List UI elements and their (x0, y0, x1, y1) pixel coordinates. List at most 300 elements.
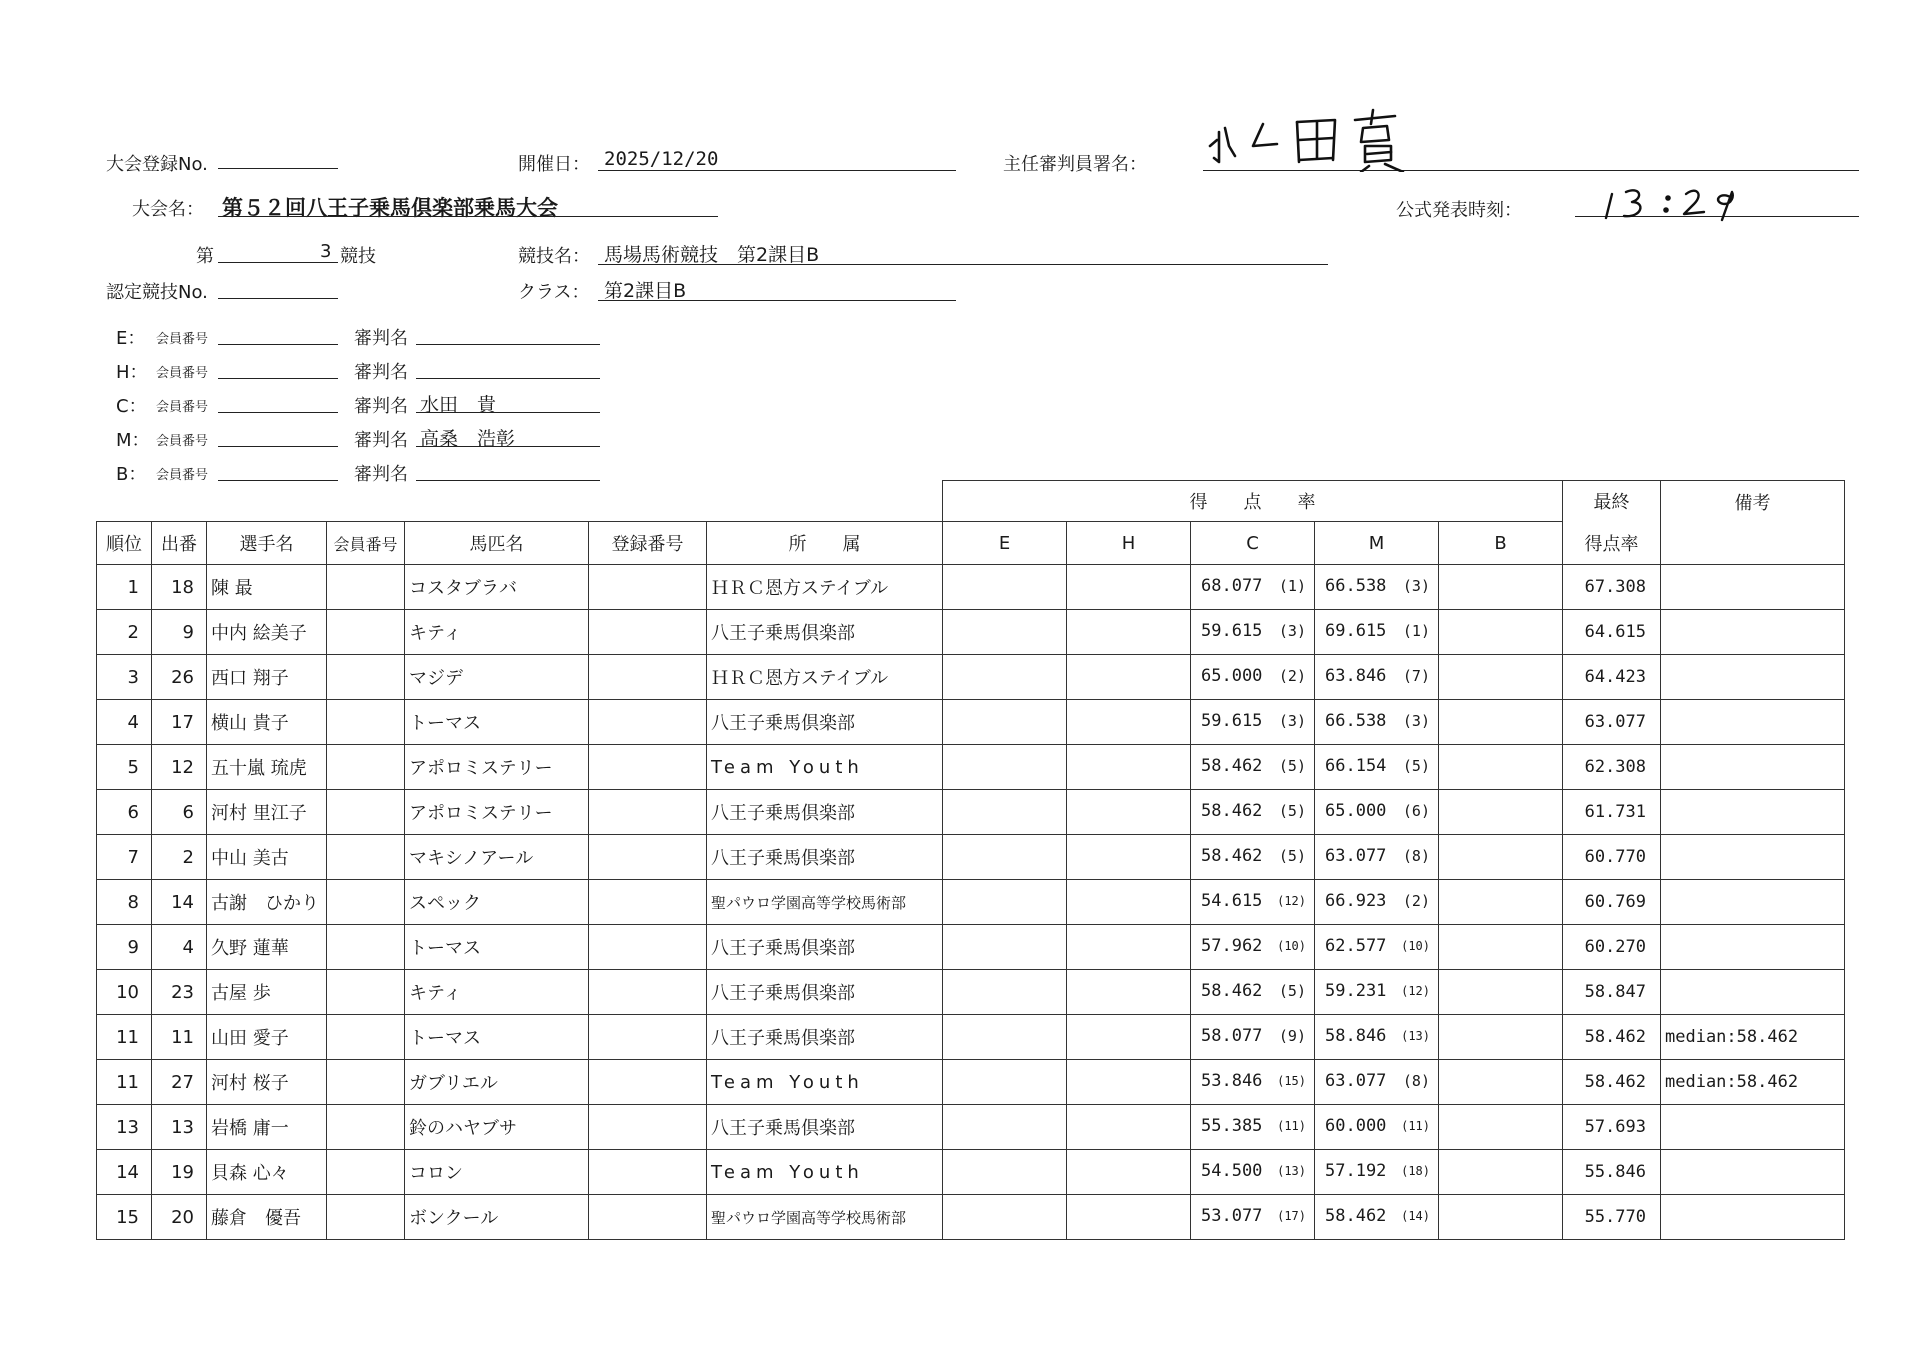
col-judge-m: M (1315, 522, 1439, 565)
chief-judge-label: 主任審判員署名： (1003, 154, 1147, 175)
rider-cell: 貝森 心々 (207, 1150, 327, 1195)
club-cell: 八王子乗馬倶楽部 (707, 700, 943, 745)
competition-prefix: 第 (196, 246, 214, 267)
table-row (97, 565, 1845, 610)
club-cell: Team Youth (707, 745, 943, 790)
judge-position: E： (116, 328, 146, 349)
reg-no-cell (589, 610, 707, 655)
score-m-cell (1315, 700, 1439, 745)
judge-name-label: 審判名 (354, 464, 408, 485)
competition-number-underline (218, 240, 338, 263)
score-b-cell (1439, 745, 1563, 790)
rank-cell: 1 (97, 565, 152, 610)
score-c-rank: (17) (1277, 1209, 1306, 1223)
score-m-cell (1315, 610, 1439, 655)
score-b-cell (1439, 1015, 1563, 1060)
score-m-rank: (6) (1402, 802, 1430, 820)
score-c-value: 58.077 (1201, 1026, 1263, 1046)
horse-cell: ガブリエル (405, 1060, 589, 1105)
club-cell: 八王子乗馬倶楽部 (707, 835, 943, 880)
event-name: 第５２回八王子乗馬倶楽部乗馬大会 (222, 196, 558, 220)
score-c-rank: (9) (1278, 1027, 1306, 1045)
rank-cell: 5 (97, 745, 152, 790)
horse-cell: キティ (405, 610, 589, 655)
event-name-underline (218, 192, 718, 217)
remarks-cell (1661, 1150, 1845, 1195)
horse-cell: キティ (405, 970, 589, 1015)
score-c-value: 57.962 (1201, 936, 1263, 956)
score-c-value: 58.462 (1201, 846, 1263, 866)
score-c-value: 59.615 (1201, 621, 1263, 641)
member-no-field (218, 322, 338, 345)
rider-cell: 藤倉 優吾 (207, 1195, 327, 1240)
order-cell: 27 (152, 1060, 207, 1105)
score-h-cell (1067, 1060, 1191, 1105)
horse-cell: コスタブラバ (405, 565, 589, 610)
score-c-rank: (5) (1278, 982, 1306, 1000)
club-cell: 八王子乗馬倶楽部 (707, 970, 943, 1015)
rank-cell: 2 (97, 610, 152, 655)
member-no-cell (327, 1150, 405, 1195)
member-no-cell (327, 880, 405, 925)
score-m-value: 58.846 (1325, 1026, 1387, 1046)
score-h-cell (1067, 1195, 1191, 1240)
order-cell: 19 (152, 1150, 207, 1195)
rank-cell: 10 (97, 970, 152, 1015)
rank-cell: 14 (97, 1150, 152, 1195)
judge-name-label: 審判名 (354, 430, 408, 451)
score-c-value: 54.500 (1201, 1161, 1263, 1181)
score-b-cell (1439, 565, 1563, 610)
rank-cell: 6 (97, 790, 152, 835)
reg-no-cell (589, 1195, 707, 1240)
score-h-cell (1067, 835, 1191, 880)
rank-cell: 8 (97, 880, 152, 925)
score-m-value: 57.192 (1325, 1161, 1387, 1181)
score-c-rank: (1) (1278, 577, 1306, 595)
score-m-cell (1315, 565, 1439, 610)
results-table (96, 480, 1845, 1240)
score-c-rank: (11) (1277, 1119, 1306, 1133)
score-c-value: 55.385 (1201, 1116, 1263, 1136)
remarks-cell: median:58.462 (1661, 1060, 1845, 1105)
remarks-cell (1661, 1195, 1845, 1240)
club-cell: 八王子乗馬倶楽部 (707, 790, 943, 835)
score-e-cell (943, 745, 1067, 790)
final-header-top: 最終 (1563, 481, 1661, 522)
final-score-cell: 64.615 (1563, 610, 1661, 655)
certified-no-field (218, 276, 338, 299)
score-e-cell (943, 565, 1067, 610)
col-rider: 選手名 (207, 522, 327, 565)
club-cell: ＨＲＣ恩方ステイブル (707, 565, 943, 610)
score-m-cell (1315, 655, 1439, 700)
score-c-rank: (5) (1278, 757, 1306, 775)
member-no-cell (327, 790, 405, 835)
final-score-cell: 64.423 (1563, 655, 1661, 700)
remarks-cell (1661, 925, 1845, 970)
competition-name-underline (598, 240, 1328, 265)
reg-no-field (218, 148, 338, 169)
score-m-value: 66.923 (1325, 891, 1387, 911)
remarks-cell (1661, 700, 1845, 745)
horse-cell: トーマス (405, 700, 589, 745)
final-score-cell: 57.693 (1563, 1105, 1661, 1150)
score-m-rank: (1) (1402, 622, 1430, 640)
score-e-cell (943, 655, 1067, 700)
reg-no-cell (589, 1060, 707, 1105)
date-label: 開催日： (518, 154, 590, 175)
order-cell: 6 (152, 790, 207, 835)
score-c-cell (1191, 655, 1315, 700)
reg-no-cell (589, 790, 707, 835)
table-row (97, 1150, 1845, 1195)
final-score-cell: 60.270 (1563, 925, 1661, 970)
score-h-cell (1067, 700, 1191, 745)
rank-cell: 13 (97, 1105, 152, 1150)
date-value: 2025/12/20 (604, 148, 719, 170)
score-m-value: 63.077 (1325, 1071, 1387, 1091)
order-cell: 17 (152, 700, 207, 745)
rider-cell: 久野 蓮華 (207, 925, 327, 970)
score-e-cell (943, 610, 1067, 655)
rank-cell: 9 (97, 925, 152, 970)
club-cell: Team Youth (707, 1060, 943, 1105)
club-cell: 聖パウロ学園高等学校馬術部 (707, 1195, 943, 1240)
member-no-label: 会員番号 (156, 332, 209, 347)
rank-cell: 7 (97, 835, 152, 880)
horse-cell: スペック (405, 880, 589, 925)
rider-cell: 古謝 ひかり (207, 880, 327, 925)
score-c-cell (1191, 745, 1315, 790)
score-e-cell (943, 1195, 1067, 1240)
score-c-value: 58.462 (1201, 756, 1263, 776)
score-c-value: 53.077 (1201, 1206, 1263, 1226)
score-c-rank: (5) (1278, 847, 1306, 865)
table-row (97, 970, 1845, 1015)
member-no-label: 会員番号 (156, 434, 209, 449)
horse-cell: 鈴のハヤブサ (405, 1105, 589, 1150)
table-row (97, 835, 1845, 880)
score-c-rank: (10) (1277, 939, 1306, 953)
score-m-cell (1315, 1195, 1439, 1240)
final-score-cell: 58.462 (1563, 1015, 1661, 1060)
club-cell: 聖パウロ学園高等学校馬術部 (707, 880, 943, 925)
horse-cell: アポロミステリー (405, 745, 589, 790)
score-c-cell (1191, 790, 1315, 835)
score-m-value: 62.577 (1325, 936, 1387, 956)
judge-position: M： (116, 430, 150, 451)
score-c-cell (1191, 610, 1315, 655)
horse-cell: トーマス (405, 1015, 589, 1060)
score-m-rank: (8) (1402, 1072, 1430, 1090)
score-e-cell (943, 790, 1067, 835)
score-b-cell (1439, 835, 1563, 880)
reg-no-cell (589, 835, 707, 880)
score-m-cell (1315, 970, 1439, 1015)
club-cell: 八王子乗馬倶楽部 (707, 1105, 943, 1150)
score-m-cell (1315, 880, 1439, 925)
rank-cell: 15 (97, 1195, 152, 1240)
score-b-cell (1439, 1105, 1563, 1150)
result-rows (97, 565, 1845, 1240)
member-no-label: 会員番号 (156, 400, 209, 415)
judge-position: B： (116, 464, 147, 485)
class-label: クラス： (518, 282, 590, 303)
score-e-cell (943, 970, 1067, 1015)
score-c-cell (1191, 1195, 1315, 1240)
table-row (97, 745, 1845, 790)
competition-number: 3 (320, 241, 332, 262)
col-reg-no: 登録番号 (589, 522, 707, 565)
score-e-cell (943, 1105, 1067, 1150)
judge-name-underline (416, 322, 600, 345)
rider-cell: 横山 貴子 (207, 700, 327, 745)
rider-cell: 河村 桜子 (207, 1060, 327, 1105)
score-c-rank: (3) (1278, 622, 1306, 640)
col-judge-c: C (1191, 522, 1315, 565)
final-score-cell: 58.462 (1563, 1060, 1661, 1105)
col-rank: 順位 (97, 522, 152, 565)
reg-no-cell (589, 1105, 707, 1150)
class-underline (598, 276, 956, 301)
club-cell: 八王子乗馬倶楽部 (707, 925, 943, 970)
judge-name: 水田 貴 (420, 394, 497, 416)
judge-position: H： (116, 362, 148, 383)
member-no-cell (327, 1105, 405, 1150)
score-m-rank: (14) (1401, 1209, 1430, 1223)
order-cell: 26 (152, 655, 207, 700)
score-c-value: 54.615 (1201, 891, 1263, 911)
member-no-field (218, 424, 338, 447)
event-name-label: 大会名： (132, 199, 204, 220)
horse-cell: コロン (405, 1150, 589, 1195)
member-no-cell (327, 655, 405, 700)
score-c-cell (1191, 700, 1315, 745)
score-h-cell (1067, 790, 1191, 835)
score-c-cell (1191, 880, 1315, 925)
reg-no-cell (589, 700, 707, 745)
score-e-cell (943, 925, 1067, 970)
remarks-cell (1661, 745, 1845, 790)
score-m-rank: (13) (1401, 1029, 1430, 1043)
score-c-cell (1191, 1015, 1315, 1060)
member-no-field (218, 390, 338, 413)
score-h-cell (1067, 745, 1191, 790)
score-e-cell (943, 835, 1067, 880)
member-no-cell (327, 565, 405, 610)
order-cell: 14 (152, 880, 207, 925)
score-b-cell (1439, 1150, 1563, 1195)
score-group-header: 得 点 率 (943, 481, 1563, 522)
order-cell: 18 (152, 565, 207, 610)
score-m-value: 63.846 (1325, 666, 1387, 686)
reg-no-cell (589, 1150, 707, 1195)
score-c-value: 65.000 (1201, 666, 1263, 686)
score-h-cell (1067, 655, 1191, 700)
header-row-top (97, 481, 1845, 522)
rider-cell: 岩橋 庸一 (207, 1105, 327, 1150)
score-c-value: 59.615 (1201, 711, 1263, 731)
rider-cell: 西口 翔子 (207, 655, 327, 700)
rider-cell: 中山 美古 (207, 835, 327, 880)
score-m-cell (1315, 835, 1439, 880)
score-m-rank: (5) (1402, 757, 1430, 775)
table-row (97, 700, 1845, 745)
order-cell: 12 (152, 745, 207, 790)
score-m-rank: (7) (1402, 667, 1430, 685)
member-no-cell (327, 700, 405, 745)
score-m-rank: (10) (1401, 939, 1430, 953)
horse-cell: マキシノアール (405, 835, 589, 880)
competition-name-label: 競技名： (518, 246, 590, 267)
member-no-cell (327, 1015, 405, 1060)
announce-time-label: 公式発表時刻： (1396, 200, 1522, 221)
col-judge-h: H (1067, 522, 1191, 565)
order-cell: 13 (152, 1105, 207, 1150)
score-m-value: 63.077 (1325, 846, 1387, 866)
score-m-cell (1315, 1150, 1439, 1195)
member-no-cell (327, 1195, 405, 1240)
score-e-cell (943, 700, 1067, 745)
member-no-cell (327, 925, 405, 970)
score-m-value: 66.154 (1325, 756, 1387, 776)
score-c-cell (1191, 970, 1315, 1015)
horse-cell: アポロミステリー (405, 790, 589, 835)
score-m-rank: (3) (1402, 577, 1430, 595)
score-c-rank: (13) (1277, 1164, 1306, 1178)
rider-cell: 古屋 歩 (207, 970, 327, 1015)
score-c-rank: (5) (1278, 802, 1306, 820)
announce-time-handwritten (1600, 180, 1770, 224)
club-cell: Team Youth (707, 1150, 943, 1195)
reg-no-cell (589, 1015, 707, 1060)
remarks-cell (1661, 880, 1845, 925)
score-c-cell (1191, 835, 1315, 880)
score-c-value: 58.462 (1201, 981, 1263, 1001)
certified-no-label: 認定競技No. (106, 282, 208, 303)
score-b-cell (1439, 655, 1563, 700)
score-m-cell (1315, 1105, 1439, 1150)
remarks-cell (1661, 790, 1845, 835)
score-m-rank: (18) (1401, 1164, 1430, 1178)
chief-judge-signature (1205, 100, 1445, 172)
table-row (97, 1195, 1845, 1240)
remarks-cell (1661, 835, 1845, 880)
score-m-value: 66.538 (1325, 576, 1387, 596)
table-row (97, 1060, 1845, 1105)
final-score-cell: 61.731 (1563, 790, 1661, 835)
final-score-cell: 67.308 (1563, 565, 1661, 610)
remarks-cell (1661, 1105, 1845, 1150)
col-member-no: 会員番号 (327, 522, 405, 565)
score-m-value: 59.231 (1325, 981, 1387, 1001)
final-score-cell: 55.846 (1563, 1150, 1661, 1195)
score-e-cell (943, 1150, 1067, 1195)
score-c-cell (1191, 565, 1315, 610)
rider-cell: 五十嵐 琉虎 (207, 745, 327, 790)
remarks-cell (1661, 970, 1845, 1015)
score-m-rank: (12) (1401, 984, 1430, 998)
member-no-cell (327, 610, 405, 655)
score-m-value: 66.538 (1325, 711, 1387, 731)
remarks-cell (1661, 655, 1845, 700)
member-no-cell (327, 970, 405, 1015)
score-m-rank: (8) (1402, 847, 1430, 865)
table-row (97, 1105, 1845, 1150)
date-underline (598, 148, 956, 171)
score-m-value: 60.000 (1325, 1116, 1387, 1136)
judge-position: C： (116, 396, 147, 417)
final-score-cell: 55.770 (1563, 1195, 1661, 1240)
score-b-cell (1439, 700, 1563, 745)
col-club: 所 属 (707, 522, 943, 565)
reg-no-cell (589, 970, 707, 1015)
score-c-rank: (3) (1278, 712, 1306, 730)
judge-name-underline (416, 390, 600, 413)
member-no-cell (327, 1060, 405, 1105)
rider-cell: 河村 里江子 (207, 790, 327, 835)
rank-cell: 4 (97, 700, 152, 745)
judge-name-underline (416, 458, 600, 481)
rank-cell: 11 (97, 1060, 152, 1105)
rider-cell: 陳 最 (207, 565, 327, 610)
score-h-cell (1067, 1150, 1191, 1195)
horse-cell: マジデ (405, 655, 589, 700)
final-score-cell: 60.770 (1563, 835, 1661, 880)
score-c-rank: (12) (1277, 894, 1306, 908)
score-h-cell (1067, 565, 1191, 610)
reg-no-cell (589, 745, 707, 790)
member-no-cell (327, 835, 405, 880)
rank-cell: 3 (97, 655, 152, 700)
table-row (97, 790, 1845, 835)
order-cell: 23 (152, 970, 207, 1015)
final-header-bottom: 得点率 (1563, 522, 1661, 565)
score-e-cell (943, 1060, 1067, 1105)
col-judge-b: B (1439, 522, 1563, 565)
score-m-value: 58.462 (1325, 1206, 1387, 1226)
score-c-value: 58.462 (1201, 801, 1263, 821)
final-score-cell: 58.847 (1563, 970, 1661, 1015)
table-row (97, 655, 1845, 700)
final-score-cell: 60.769 (1563, 880, 1661, 925)
final-score-cell: 63.077 (1563, 700, 1661, 745)
reg-no-cell (589, 565, 707, 610)
class-value: 第2課目B (604, 280, 687, 302)
member-no-cell (327, 745, 405, 790)
score-c-cell (1191, 1150, 1315, 1195)
remarks-cell (1661, 565, 1845, 610)
member-no-field (218, 356, 338, 379)
score-h-cell (1067, 880, 1191, 925)
club-cell: 八王子乗馬倶楽部 (707, 610, 943, 655)
member-no-label: 会員番号 (156, 366, 209, 381)
score-h-cell (1067, 925, 1191, 970)
judge-name-underline (416, 424, 600, 447)
judge-name-label: 審判名 (354, 328, 408, 349)
score-h-cell (1067, 1105, 1191, 1150)
horse-cell: トーマス (405, 925, 589, 970)
order-cell: 4 (152, 925, 207, 970)
score-c-rank: (2) (1278, 667, 1306, 685)
reg-no-cell (589, 925, 707, 970)
score-h-cell (1067, 1015, 1191, 1060)
score-m-rank: (11) (1401, 1119, 1430, 1133)
club-cell: ＨＲＣ恩方ステイブル (707, 655, 943, 700)
header-row (97, 522, 1845, 565)
remarks-cell (1661, 610, 1845, 655)
